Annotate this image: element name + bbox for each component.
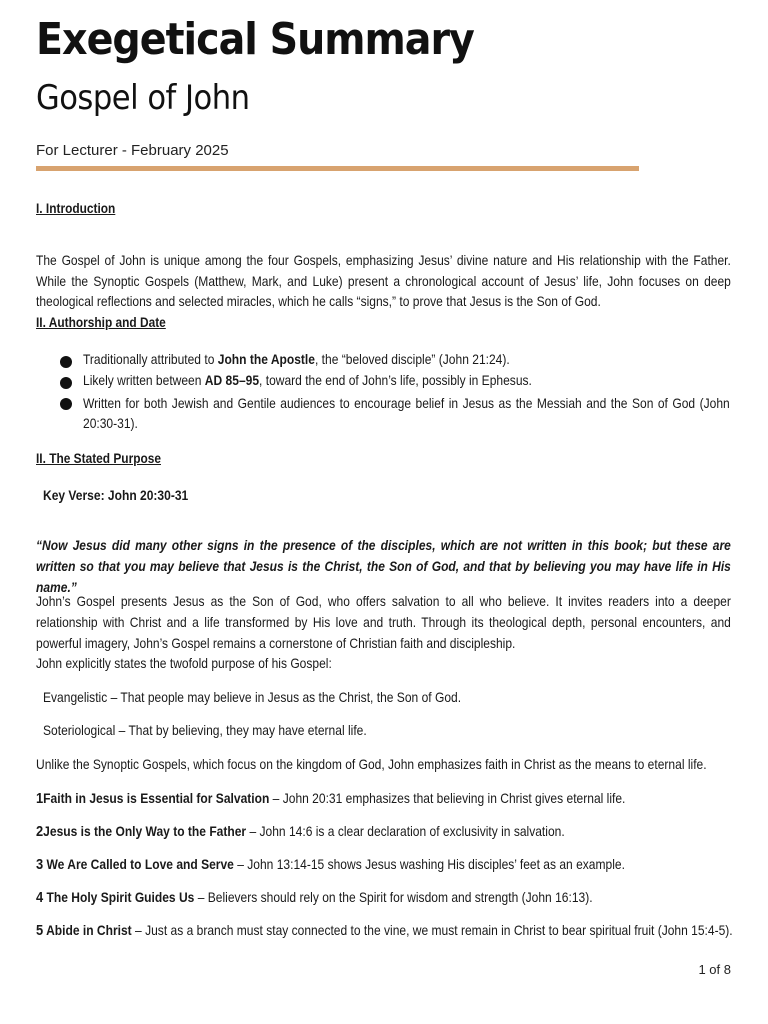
bullet-text: , the “beloved disciple” (John 21:24). (314, 351, 510, 367)
intro-body-block (36, 236, 731, 326)
accent-divider (36, 166, 639, 171)
scripture-quote: “Now Jesus did many other signs in the presence of the disciples, which are not written in this book; but these are written so that you may believe that Jesus is the Christ, the Son of God, and that by believing you may have life in His name.” (36, 537, 731, 595)
purpose-heading-block (36, 450, 731, 466)
point-text: – Believers should rely on the Spirit for wisdom and strength (John 16:13). (194, 889, 593, 905)
purpose-paragraph-2: John explicitly states the twofold purpose of his Gospel: (36, 655, 332, 671)
bullet-item (36, 351, 731, 372)
numbered-point (36, 856, 731, 874)
numbered-point (36, 823, 731, 841)
section-heading-purpose: II. The Stated Purpose (36, 450, 161, 466)
authorship-heading-block (36, 314, 731, 330)
point-text: – Just as a branch must stay connected to the vine, we must remain in Christ to bear spiritual fruit (John 15:4-5). (131, 922, 733, 938)
numbered-point (36, 922, 731, 940)
point-number: 4 (36, 889, 44, 906)
point-number: 2 (36, 823, 44, 840)
bullet-dot-icon (60, 356, 72, 368)
purpose-para2-block (36, 655, 731, 673)
evangelistic-purpose: Evangelistic – That people may believe in Jesus as the Christ, the Son of God. (43, 689, 462, 705)
key-verse-block (43, 487, 738, 505)
purpose-paragraph-3: Unlike the Synoptic Gospels, which focus on the kingdom of God, John emphasizes faith in Christ as the means to eternal life. (36, 756, 707, 772)
point-number: 3 (36, 856, 44, 873)
bullet-bold-text: John the Apostle (217, 351, 315, 367)
point-number: 1 (36, 790, 44, 807)
point-text: – John 14:6 is a clear declaration of exclusivity in salvation. (246, 823, 565, 839)
section-heading-authorship: II. Authorship and Date (36, 314, 166, 330)
numbered-point (36, 889, 731, 907)
point-text: – John 20:31 emphasizes that believing in Christ gives eternal life. (269, 790, 626, 806)
point-title: Abide in Christ (43, 922, 132, 938)
point-title: Faith in Jesus is Essential for Salvation (43, 790, 270, 806)
bullet-item (36, 393, 731, 433)
authorship-bullet-list (36, 351, 731, 433)
section-heading-introduction: I. Introduction (36, 200, 116, 216)
page-number: 1 of 8 (698, 962, 731, 977)
bullet-bold-text: AD 85–95 (204, 372, 260, 388)
intro-paragraph: The Gospel of John is unique among the four Gospels, emphasizing Jesus’ divine nature and His relationship with the Father. While the Synoptic Gospels (Matthew, Mark, and Luke) present a chronological account of Jesus’ life, John focuses on deep theological reflections and selected miracles, which he calls “signs,” to prove that Jesus is the Son of God. (36, 252, 731, 309)
bullet-text: , toward the end of John’s life, possibly in Ephesus. (259, 372, 532, 388)
purpose-para3-block (36, 756, 731, 774)
intro-heading-block (36, 200, 731, 216)
document-title: Exegetical Summary (36, 14, 474, 65)
document-meta: For Lecturer - February 2025 (36, 142, 229, 159)
document-subtitle: Gospel of John (36, 78, 250, 118)
bullet-text: Traditionally attributed to (83, 351, 218, 367)
bullet-item (36, 372, 731, 393)
numbered-point (36, 790, 731, 808)
bullet-text: Written for both Jewish and Gentile audiences to encourage belief in Jesus as the Messiah and the Son of God (John 20:30-31). (83, 395, 730, 431)
point-text: – John 13:14-15 shows Jesus washing His disciples’ feet as an example. (233, 856, 625, 872)
point-title: We Are Called to Love and Serve (43, 856, 234, 872)
key-verse-label: Key Verse: John 20:30-31 (43, 487, 189, 503)
bullet-dot-icon (60, 377, 72, 389)
evangelistic-block (43, 689, 738, 707)
purpose-paragraph-1: John’s Gospel presents Jesus as the Son of God, who offers salvation to all who believe. It invites readers into a deeper relationship with Christ and a life transformed by His love and truth. Through its theological depth, personal encounters, and powerful imagery, John’s Gospel remains a cornerstone of Christian faith and discipleship. (36, 593, 731, 651)
bullet-text: Likely written between (83, 372, 205, 388)
point-title: The Holy Spirit Guides Us (43, 889, 195, 905)
bullet-dot-icon (60, 398, 72, 410)
soteriological-purpose: Soteriological – That by believing, they may have eternal life. (43, 722, 367, 738)
point-number: 5 (36, 922, 44, 939)
soteriological-block (43, 722, 738, 740)
point-title: Jesus is the Only Way to the Father (43, 823, 247, 839)
authorship-bullets-block (36, 351, 731, 433)
